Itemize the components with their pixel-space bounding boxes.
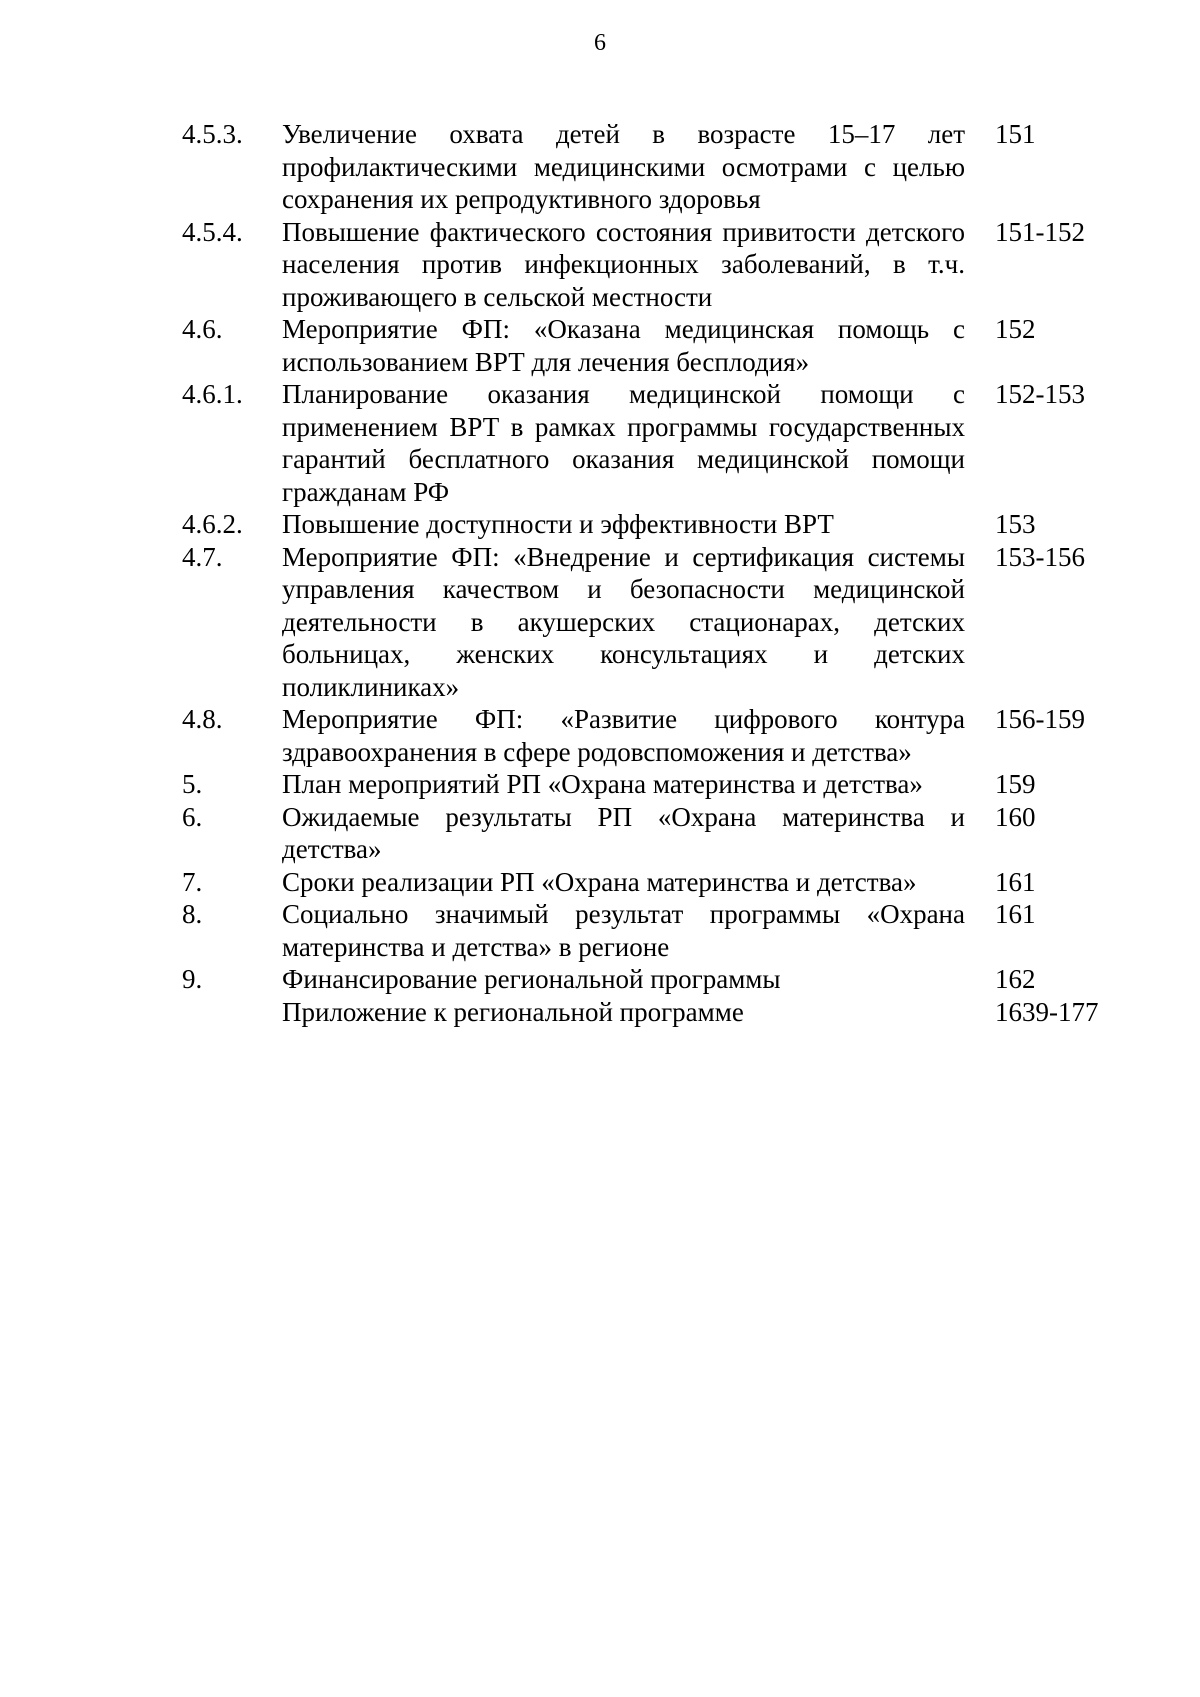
- toc-entry: [182, 898, 1102, 963]
- toc-entry: [182, 313, 1102, 378]
- toc-entry-number: 4.6.: [182, 314, 223, 344]
- toc-entry-title: Повышение фактического состояния привитости детского населения против инфекционных заболеваний, в т.ч. проживающего в сельской местности: [282, 216, 965, 312]
- toc-entry-number: 5.: [182, 769, 203, 799]
- toc-entry-page: 152: [995, 314, 1036, 344]
- toc-entry-page: 153: [995, 509, 1036, 539]
- toc-entry-page: 1639-177: [995, 996, 1099, 1027]
- table-of-contents: [182, 118, 1102, 1028]
- toc-entry: [182, 541, 1102, 704]
- toc-entry-number: [182, 996, 282, 1029]
- toc-entry-title: Финансирование региональной программы: [282, 964, 781, 994]
- toc-entry-title: Ожидаемые результаты РП «Охрана материнства и детства»: [282, 801, 965, 864]
- toc-entry-page: 161: [995, 899, 1036, 929]
- toc-entry: [182, 996, 1102, 1029]
- toc-entry: [182, 508, 1102, 541]
- toc-entry-title: Мероприятие ФП: «Развитие цифрового контура здравоохранения в сфере родовспоможения и детства»: [282, 704, 965, 767]
- toc-entry-title: Планирование оказания медицинской помощи с применением ВРТ в рамках программы государственных гарантий бесплатного оказания медицинской помощи гражданам РФ: [282, 379, 965, 507]
- toc-entry-page: 151: [995, 119, 1036, 149]
- toc-entry: [182, 703, 1102, 768]
- toc-entry-title: Повышение доступности и эффективности ВРТ: [282, 509, 834, 539]
- toc-entry-title: План мероприятий РП «Охрана материнства и детства»: [282, 769, 923, 799]
- toc-entry-page: 162: [995, 964, 1036, 994]
- toc-entry-title: Мероприятие ФП: «Оказана медицинская помощь с использованием ВРТ для лечения бесплодия»: [282, 314, 965, 377]
- page-number: 6: [594, 30, 606, 56]
- toc-entry-number: 6.: [182, 801, 203, 832]
- toc-entry-title: Сроки реализации РП «Охрана материнства и детства»: [282, 866, 917, 897]
- toc-entry-title: Приложение к региональной программе: [282, 996, 744, 1027]
- toc-entry: [182, 118, 1102, 216]
- toc-entry-title: Мероприятие ФП: «Внедрение и сертификация системы управления качеством и безопасности медицинской деятельности в акушерских стационарах, детских больницах, женских консультациях и детских поликлиниках»: [282, 541, 965, 702]
- toc-entry-title: Социально значимый результат программы «Охрана материнства и детства» в регионе: [282, 899, 965, 962]
- toc-entry-number: 7.: [182, 866, 203, 897]
- toc-entry-page: 151-152: [995, 216, 1085, 247]
- toc-entry-number: 4.6.1.: [182, 379, 243, 409]
- toc-entry-number: 4.5.4.: [182, 216, 243, 247]
- toc-entry-number: 4.5.3.: [182, 119, 243, 149]
- toc-entry-page: 152-153: [995, 379, 1085, 409]
- toc-entry: [182, 866, 1102, 899]
- toc-entry-page: 160: [995, 801, 1036, 832]
- toc-entry-number: 4.6.2.: [182, 509, 243, 539]
- toc-entry-page: 153-156: [995, 541, 1085, 572]
- toc-entry: [182, 801, 1102, 866]
- toc-entry: [182, 768, 1102, 801]
- toc-entry-page: 161: [995, 866, 1036, 897]
- toc-entry: [182, 216, 1102, 314]
- toc-entry-number: 4.8.: [182, 704, 223, 734]
- toc-entry-number: 8.: [182, 899, 203, 929]
- toc-entry-title: Увеличение охвата детей в возрасте 15–17 лет профилактическими медицинскими осмотрами с целью сохранения их репродуктивного здоровья: [282, 119, 965, 214]
- toc-entry-number: 9.: [182, 964, 203, 994]
- toc-entry: [182, 963, 1102, 996]
- toc-entry-page: 159: [995, 769, 1036, 799]
- toc-entry-number: 4.7.: [182, 541, 223, 572]
- toc-entry: [182, 378, 1102, 508]
- toc-entry-page: 156-159: [995, 704, 1085, 734]
